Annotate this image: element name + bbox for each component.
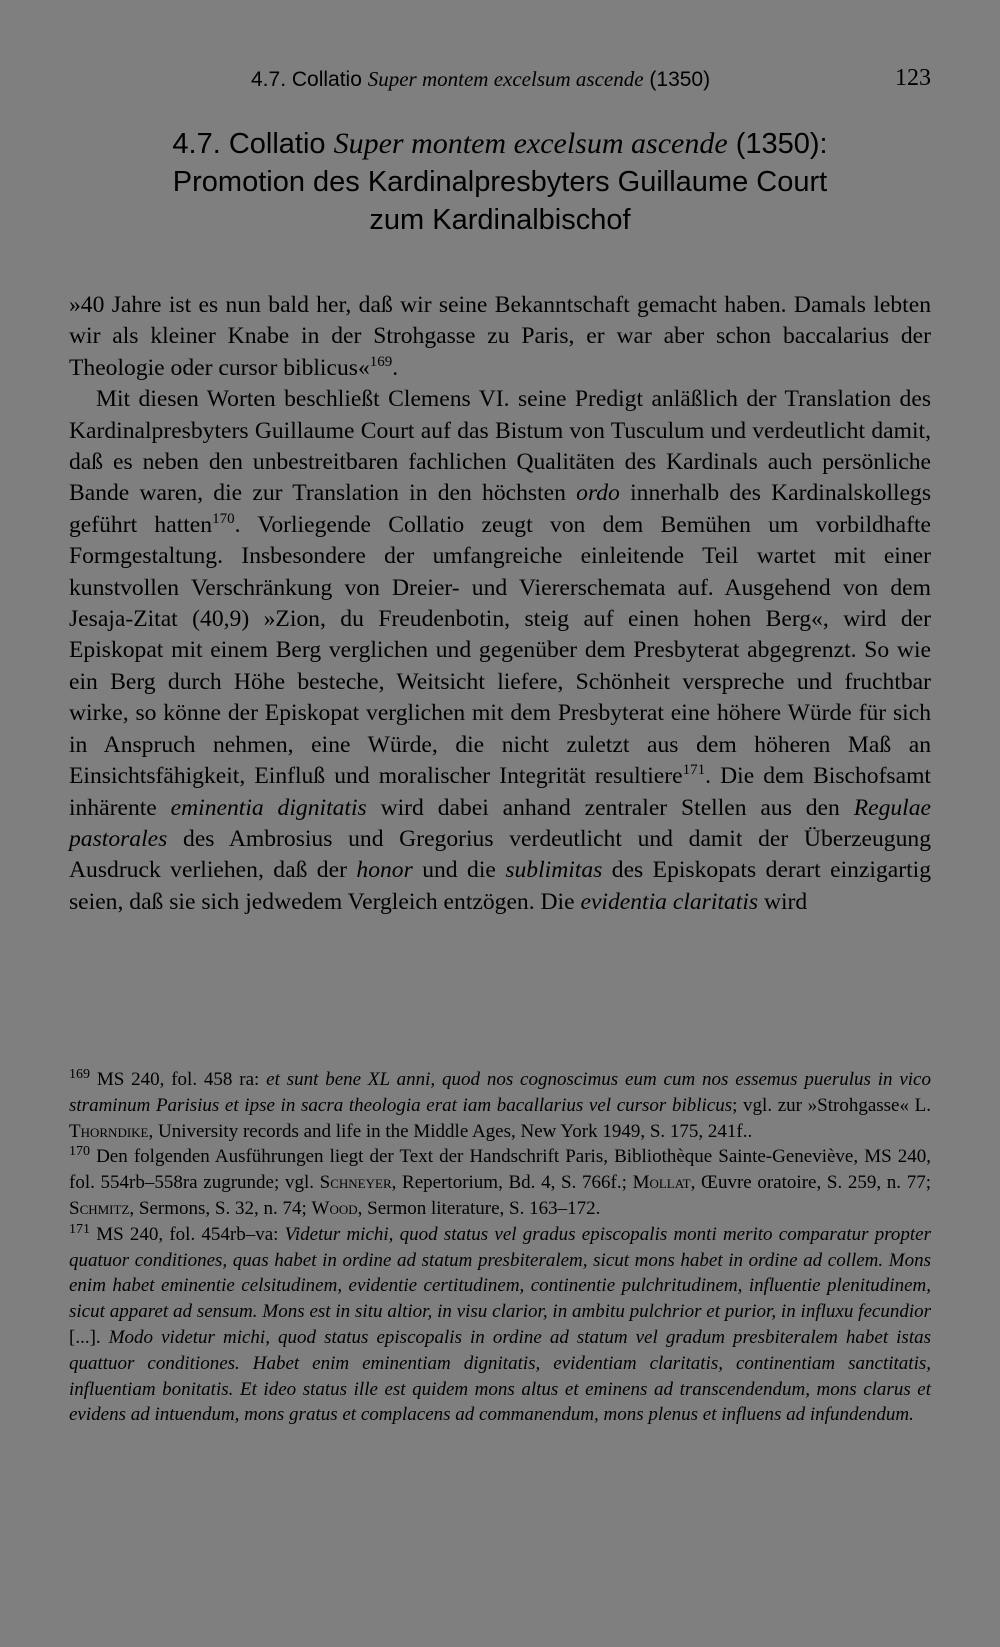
footnote-170: [69, 1144, 931, 1221]
running-head-year: (1350): [643, 68, 711, 91]
italic-run: sublimitas: [505, 857, 603, 884]
text-run: . Vorliegende Collatio zeugt von dem Bemühen um vorbildhafte Formgestaltung. Insbesondere der umfangreiche einleitende Teil wartet mit einer kunstvollen Verschränkung von Dreier- und Viererschemata auf. Ausgehend von dem Jesaja-Zitat (40,9) »Zion, du Freudenbotin, steig auf einen hohen Berg«, wird der Episkopat mit einem Berg verglichen und gegenüber dem Presbyterat abgegrenzt. So wie ein Berg durch Höhe besteche, Weitsicht liefere, Schönheit verspreche und fruchtbar wirke, so könne der Episkopat verglichen mit dem Presbyterat eine höhere Würde für sich in Anspruch nehmen, eine Würde, die nicht zuletzt aus dem höheren Maß an Einsichtsfähigkeit, Einfluß und moralischer Integrität resultiere: [69, 511, 931, 790]
footnote-text: MS 240, fol. 454rb–va:: [90, 1223, 285, 1245]
text-run: wird dabei anhand zentraler Stellen aus den: [366, 794, 854, 821]
text-run: wird: [758, 888, 808, 915]
paragraph-main: [69, 384, 931, 918]
footnote-text: , University records and life in the Middle Ages, New York 1949, S. 175, 241f..: [148, 1120, 753, 1142]
body-text: [69, 290, 931, 918]
footnote-text: , Sermons, S. 32, n. 74;: [129, 1197, 312, 1219]
italic-run: evidentia claritatis: [580, 888, 759, 915]
heading-italic: Super montem excelsum ascende: [333, 127, 728, 160]
footnote-ref-171[interactable]: 171: [682, 762, 706, 779]
author-name: Thorndike: [69, 1120, 149, 1142]
footnote-ref-170[interactable]: 170: [212, 510, 235, 527]
text-run: des Episkopats derart einzigartig seien, daß sie sich jedwedem Vergleich entzögen. Die: [69, 857, 931, 915]
italic-run: Regulae pastorales: [69, 794, 931, 852]
footnote-169: [69, 1067, 931, 1144]
heading-line-1: [69, 125, 931, 163]
author-name: Schneyer: [319, 1172, 392, 1194]
text-run: innerhalb des Kardinalskollegs geführt hatten: [69, 480, 932, 538]
heading-year: (1350):: [727, 128, 828, 160]
page-number: 123: [895, 65, 931, 91]
paragraph-quote: [69, 290, 931, 384]
footnote-ref-169[interactable]: 169: [369, 353, 393, 370]
author-name: Mollat: [632, 1172, 691, 1194]
heading-line-2: Promotion des Kardinalpresbyters Guillaume Court: [172, 166, 828, 198]
footnote-number: 171: [69, 1221, 90, 1237]
quote-text: »40 Jahre ist es nun bald her, daß wir seine Bekanntschaft gemacht haben. Damals lebten wir als kleiner Knabe in der Strohgasse zu Paris, er war aber schon baccalarius der Theologie oder cursor biblicus«: [69, 292, 931, 381]
footnotes: [69, 1067, 931, 1428]
footnote-text: MS 240, fol. 458 ra:: [90, 1069, 267, 1090]
footnote-text: [...].: [69, 1326, 109, 1348]
running-head-text: 4.7. Collatio: [251, 68, 368, 91]
italic-run: eminentia dignitatis: [170, 794, 367, 821]
footnote-number: 170: [69, 1144, 90, 1160]
footnote-number: 169: [69, 1067, 90, 1082]
text-run: des Ambrosius und Gregorius verdeutlicht und damit der Überzeugung Ausdruck verliehen, daß der: [69, 825, 931, 884]
footnote-italic: Modo videtur michi, quod status episcopalis in ordine ad statum vel gradum presbiteralem habet istas quattuor conditiones. Habet enim eminentiam dignitatis, evidentiam claritatis, continentiam sanctitatis, influentiam bonitatis. Et ideo status ille est quidem mons altus et eminens ad transcendendum, mons clarus et evidens ad intuendum, mons gratus et complacens ad commanendum, mons plenus et influens ad infundendum.: [69, 1326, 931, 1426]
running-head-title: [251, 67, 710, 92]
footnote-text: Den folgenden Ausführungen liegt der Text der Handschrift Paris, Bibliothèque Sainte-Geneviève, MS 240, fol. 554rb–558ra zugrunde; vgl.: [69, 1146, 931, 1194]
italic-run: honor: [356, 857, 413, 884]
author-name: Wood: [311, 1197, 358, 1219]
author-name: Schmitz: [69, 1197, 130, 1219]
footnote-text: , Repertorium, Bd. 4, S. 766f.;: [391, 1172, 633, 1194]
footnote-text: ; vgl. zur »Strohgasse« L.: [732, 1094, 931, 1116]
section-heading: [69, 125, 931, 239]
italic-run: ordo: [576, 480, 620, 507]
text-run: . Die dem Bischofsamt inhärente: [69, 763, 931, 821]
book-page: [69, 0, 931, 1647]
footnote-italic: et sunt bene XL anni, quod nos cognoscimus eum cum nos essemus puerulus in vico straminum Parisius et ipse in sacra theologia erat iam bacallarius vel cursor biblicus: [69, 1069, 931, 1116]
footnote-text: , Œuvre oratoire, S. 259, n. 77;: [690, 1172, 932, 1194]
footnote-text: , Sermon literature, S. 163–172.: [357, 1197, 601, 1219]
running-head: [69, 63, 931, 97]
text-run: Mit diesen Worten beschließt Clemens VI. seine Predigt anläßlich der Translation des Kardinalpresbyters Guillaume Court auf das Bistum von Tusculum und verdeutlicht damit, daß es neben den unbestreitbaren fachlichen Qualitäten des Kardinals auch persönliche Bande waren, die zur Translation in den höchsten: [69, 386, 931, 507]
footnote-171: [69, 1222, 931, 1428]
footnote-italic: Videtur michi, quod status vel gradus episcopalis monti merito comparatur propter quatuor conditiones, quas habet in ordine ad statum presbiteralem, sicut mons habet in ordine ad collem. Mons enim habet eminentie celsitudinem, evidentie certitudinem, continentie pulchritudinem, influentie plenitudinem, sicut apparet ad sensum. Mons est in situ altior, in visu clarior, in ambitu pulchrior et purior, in influxu fecundior: [69, 1223, 931, 1323]
running-head-italic: Super montem excelsum ascende: [367, 67, 644, 91]
text-run: und die: [412, 857, 506, 884]
quote-end: .: [392, 354, 399, 381]
heading-text: 4.7. Collatio: [172, 128, 334, 160]
heading-line-3: zum Kardinalbischof: [369, 204, 631, 236]
